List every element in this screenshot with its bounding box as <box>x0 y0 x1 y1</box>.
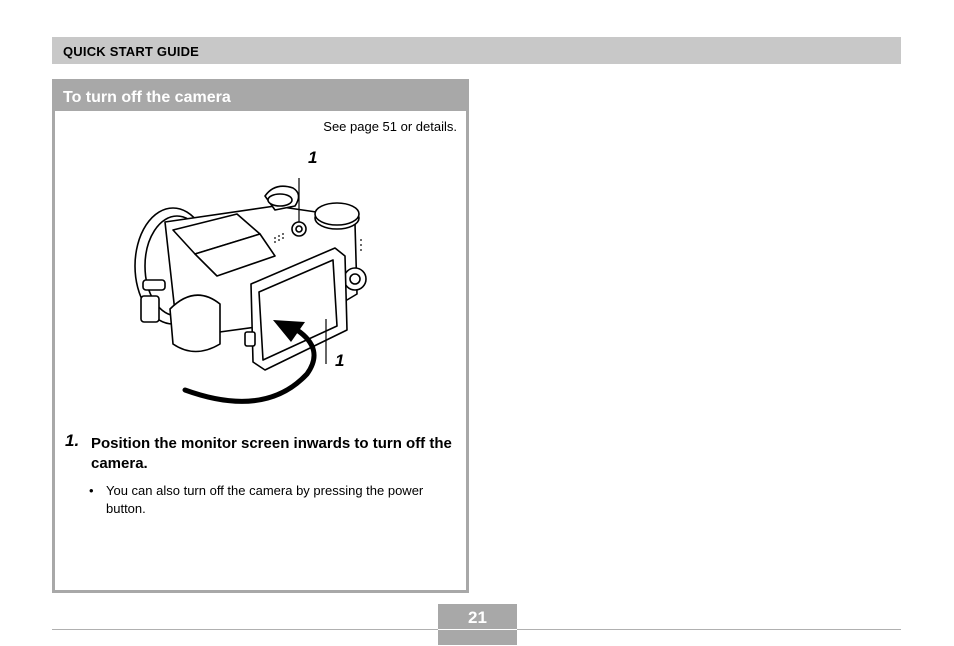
section-label: QUICK START GUIDE <box>63 44 200 59</box>
header-bar <box>52 37 901 64</box>
bullet-dot: • <box>89 483 94 498</box>
page-number: 21 <box>468 608 487 627</box>
step-number: 1. <box>65 431 80 450</box>
instruction-panel <box>52 79 469 593</box>
camera-illustration <box>125 144 405 409</box>
page-reference: See page 51 or details. <box>323 119 457 134</box>
panel-title: To turn off the camera <box>63 89 231 106</box>
page-number-box <box>438 604 517 645</box>
panel-title-bar <box>55 82 466 111</box>
step-text: Position the monitor screen inwards to turn off the camera. <box>91 435 452 472</box>
callout-bottom-number: 1 <box>335 351 345 370</box>
bullet-text: You can also turn off the camera by pressing the power button. <box>106 483 424 516</box>
callout-top-number: 1 <box>308 148 318 167</box>
